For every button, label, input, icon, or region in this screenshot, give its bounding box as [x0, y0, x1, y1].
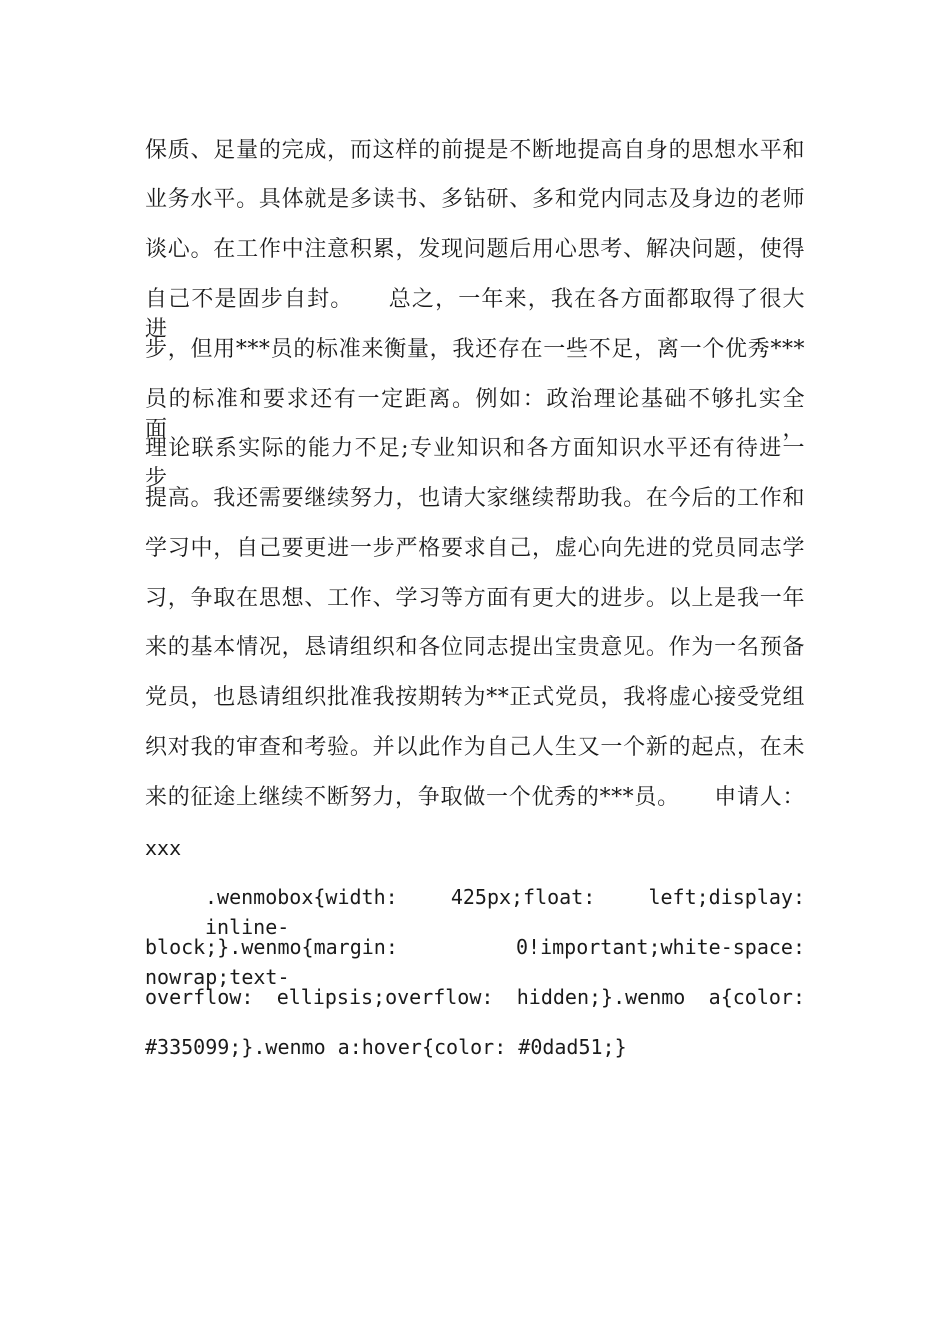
body-text-line: 学习中，自己要更进一步严格要求自己，虚心向先进的党员同志学: [145, 536, 805, 561]
body-text-line: 业务水平。具体就是多读书、多钻研、多和党内同志及身边的老师: [145, 187, 805, 212]
body-text-line: 理论联系实际的能力不足;专业知识和各方面知识水平还有待进一步: [145, 436, 805, 491]
body-text-line: 谈心。在工作中注意积累，发现问题后用心思考、解决问题，使得: [145, 237, 805, 262]
body-text-line: 织对我的审查和考验。并以此作为自己人生又一个新的起点，在未: [145, 735, 805, 760]
body-text-line: 保质、足量的完成，而这样的前提是不断地提高自身的思想水平和: [145, 138, 805, 163]
body-text-line: 自己不是固步自封。 总之，一年来，我在各方面都取得了很大进: [145, 287, 805, 342]
code-text-line: overflow: ellipsis;overflow: hidden;}.wenmo a{color:: [145, 985, 805, 1009]
code-text-line: #335099;}.wenmo a:hover{color: #0dad51;}: [145, 1035, 627, 1059]
body-text-line: 步，但用***员的标准来衡量，我还存在一些不足，离一个优秀***: [145, 337, 805, 362]
code-text-line: block;}.wenmo{margin: 0!important;white-space: nowrap;text-: [145, 935, 805, 989]
body-text-line: 员的标准和要求还有一定距离。例如：政治理论基础不够扎实全面，: [145, 387, 805, 442]
applicant-name: xxx: [145, 836, 182, 860]
body-text-line: 党员，也恳请组织批准我按期转为**正式党员，我将虚心接受党组: [145, 685, 805, 710]
body-text-line: 来的基本情况，恳请组织和各位同志提出宝贵意见。作为一名预备: [145, 635, 805, 660]
body-text-line: 来的征途上继续不断努力，争取做一个优秀的***员。 申请人：: [145, 785, 805, 810]
body-text-line: 提高。我还需要继续努力，也请大家继续帮助我。在今后的工作和: [145, 486, 805, 511]
body-text-line: 习，争取在思想、工作、学习等方面有更大的进步。以上是我一年: [145, 586, 805, 611]
code-text-line: .wenmobox{width: 425px;float: left;display: inline-: [205, 885, 805, 939]
